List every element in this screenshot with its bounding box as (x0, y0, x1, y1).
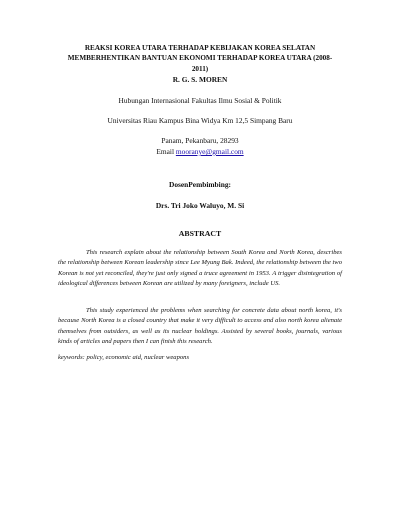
supervisor-name: Drs. Tri Joko Waluyo, M. Si (155, 201, 245, 210)
title-line: MEMBERHENTIKAN BANTUAN EKONOMI TERHADAP KOREA UTARA (2008- (67, 54, 333, 63)
abstract-heading: ABSTRACT (178, 229, 222, 238)
email-label: Email (156, 147, 175, 156)
affiliation: Hubungan Internasional Fakultas Ilmu Sosial & Politik (118, 96, 282, 105)
supervisor-label: DosenPembimbing: (168, 180, 231, 189)
abstract-paragraph-1: This research explain about the relationship between South Korea and North Korea, describes the relationship between Korean leadership since Lee Myung Bak. Indeed, the relationship between the two Korean is not yet reconciled, they're just only signed a truce agreement in 1953. A trigger disintegration of ideological differences between Korean are utilized by many foreigners, include US. (58, 249, 342, 288)
author-name: R. G. S. MOREN (172, 75, 228, 84)
title-line: REAKSI KOREA UTARA TERHADAP KEBIJAKAN KOREA SELATAN (84, 44, 316, 52)
title-line: 2011) (191, 64, 209, 73)
email-link[interactable]: mooranye@gmail.com (175, 147, 244, 156)
keywords: keywords: policy, economic aid, nuclear weapons (58, 354, 190, 361)
address: Universitas Riau Kampus Bina Widya Km 12,5 Simpang Baru (107, 116, 293, 125)
email-line (0, 147, 400, 157)
city: Panam, Pekanbaru, 28293 (161, 136, 239, 145)
abstract-paragraph-2: This study experienced the problems when searching for concrete data about north korea, it's because North Korea is a closed country that make it very difficult to access and also north korea alienate themselves from outsiders, as well as its nuclear holdings. Assisted by several books, journals, various kinds of articles and papers then I can finish this research. (58, 307, 342, 346)
paper-title (60, 43, 340, 74)
